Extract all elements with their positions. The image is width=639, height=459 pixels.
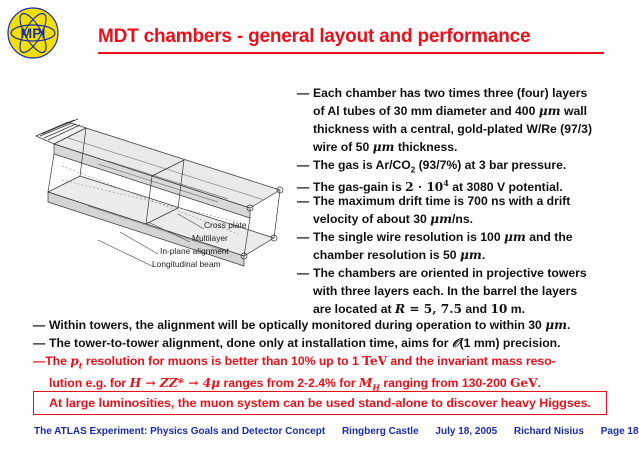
label-cross-plate: Cross plate: [204, 220, 247, 230]
label-in-plane-alignment: In-plane alignment: [160, 246, 229, 256]
footer-talk: The ATLAS Experiment: Physics Goals and Detector Concept: [34, 426, 326, 437]
mdt-chamber-figure: [28, 114, 290, 294]
footer: [34, 426, 639, 437]
label-longitudinal-beam: Longitudinal beam: [152, 259, 221, 269]
title-underline: [98, 52, 604, 54]
bullet-gas-gain: — The gas-gain is $2 \cdot 10^4$ at 3080 V potential.: [297, 178, 563, 195]
footer-venue: Ringberg Castle: [341, 426, 419, 437]
bullet-tubes: — Each chamber has two times three (four) layers of Al tubes of 30 mm diameter and 400 μm wall thickness with a central, gold-plated W/Re (97/3) wire of 50 μm thickness.: [297, 86, 593, 154]
mpi-logo: [6, 6, 60, 60]
bullet-drift: — The maximum drift time is 700 ns with a drift velocity of about 30 μm/ns.: [297, 194, 571, 226]
label-multilayer: Multilayer: [192, 233, 228, 243]
bullet-resolution: — The single wire resolution is 100 μm and the chamber resolution is 50 μm.: [297, 230, 573, 262]
footer-author: Richard Nisius: [513, 426, 584, 437]
bullet-tower-alignment: — The tower-to-tower alignment, done only at installation time, aims for 𝒪(1 mm) precision.: [33, 336, 561, 350]
logo-text: MPI: [20, 25, 46, 41]
bullet-pt-resolution: —The $p_t$ resolution for muons is better than 10% up to 1 TeV and the invariant mass reso- lution e.g. for H → ZZ* → 4μ ranges from 2-2.4% for $M_H$ ranging from 130-200 GeV.: [33, 354, 556, 393]
page-title: MDT chambers - general layout and performance: [98, 26, 531, 47]
bullet-towers: — The chambers are oriented in projective towers with three layers each. In the barrel the layers are located at R = 5, 7.5 and 10 m.: [297, 266, 587, 316]
bullet-gas: — The gas is $Ar/CO_2$ (93/7%) at 3 bar pressure.: [297, 158, 567, 175]
callout-box: At large luminosities, the muon system can be used stand-alone to discover heavy Higgses.: [33, 391, 607, 415]
footer-date: July 18, 2005: [435, 426, 498, 437]
chamber-drawing: [36, 119, 283, 266]
bullet-alignment: — Within towers, the alignment will be optically monitored during operation to within 30 μm.: [33, 318, 571, 332]
footer-page: Page 18: [600, 426, 639, 437]
